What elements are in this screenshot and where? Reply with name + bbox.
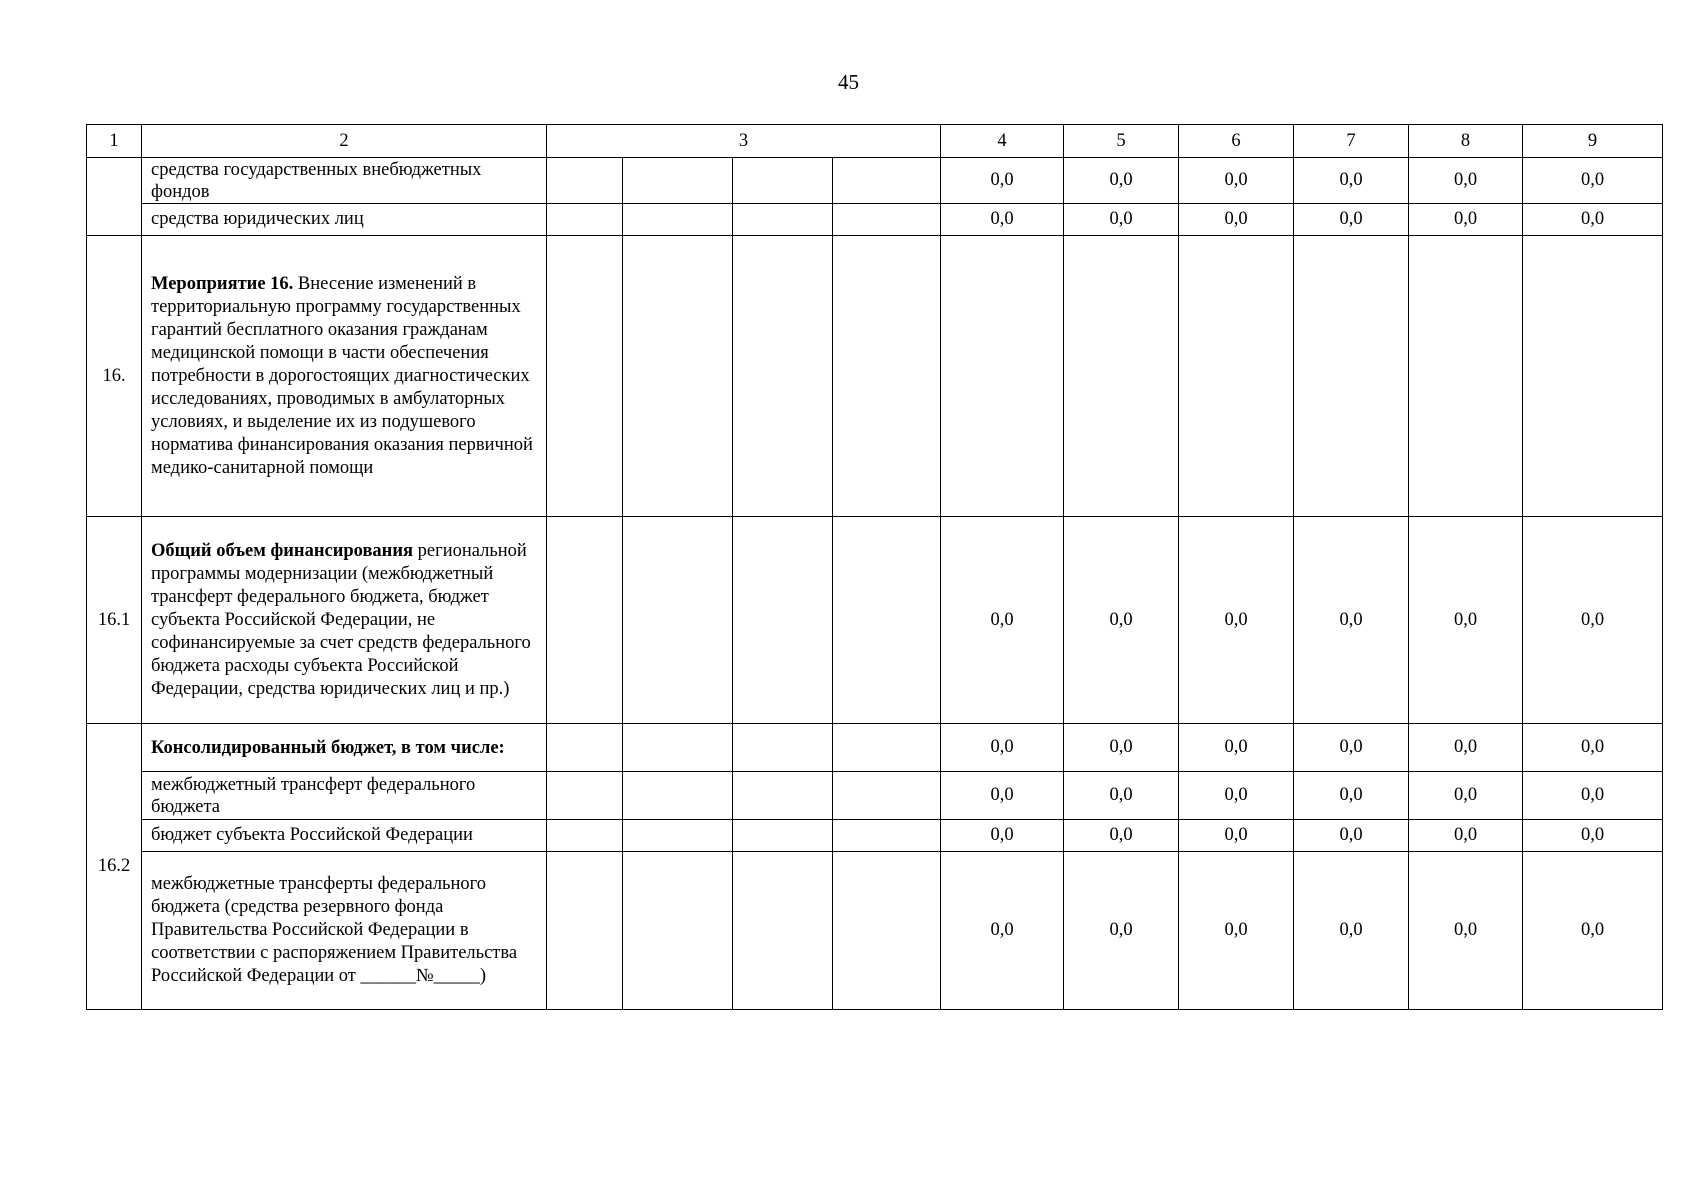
value-cell: 0,0	[1294, 204, 1409, 236]
header-cell: 8	[1409, 125, 1523, 158]
value-cell: 0,0	[1294, 852, 1409, 1010]
value-cell: 0,0	[941, 724, 1064, 772]
empty-cell	[623, 204, 733, 236]
value-cell: 0,0	[1409, 852, 1523, 1010]
value-cell: 0,0	[941, 517, 1064, 724]
empty-cell	[833, 772, 941, 820]
value-cell: 0,0	[1409, 517, 1523, 724]
row-description: средства юридических лиц	[142, 204, 547, 236]
row-description: средства государственных внебюджетных фондов	[142, 158, 547, 204]
header-cell: 4	[941, 125, 1064, 158]
value-cell: 0,0	[1523, 158, 1663, 204]
header-cell: 7	[1294, 125, 1409, 158]
empty-cell	[547, 517, 623, 724]
empty-cell	[833, 724, 941, 772]
value-cell: 0,0	[941, 772, 1064, 820]
empty-cell	[623, 236, 733, 517]
header-cell: 2	[142, 125, 547, 158]
header-cell: 6	[1179, 125, 1294, 158]
header-cell: 1	[87, 125, 142, 158]
value-cell: 0,0	[1179, 724, 1294, 772]
row-description: межбюджетные трансферты федерального бюджета (средства резервного фонда Правительства Российской Федерации в соответствии с распоряжением Правительства Российской Федерации от ______№_____)	[142, 852, 547, 1010]
empty-cell	[733, 236, 833, 517]
value-cell: 0,0	[1294, 772, 1409, 820]
page-number: 45	[838, 70, 859, 94]
row-number: 16.	[87, 236, 142, 517]
value-cell: 0,0	[1409, 772, 1523, 820]
value-cell: 0,0	[1523, 820, 1663, 852]
value-cell: 0,0	[941, 852, 1064, 1010]
empty-cell	[547, 820, 623, 852]
table-row	[87, 724, 1663, 772]
empty-cell	[623, 724, 733, 772]
value-cell: 0,0	[1179, 852, 1294, 1010]
value-cell: 0,0	[1523, 772, 1663, 820]
empty-cell	[623, 517, 733, 724]
row-description-text: Внесение изменений в территориальную программу государственных гарантий бесплатного оказания гражданам медицинской помощи в части обеспечения потребности в дорогостоящих диагностических исследованиях, проводимых в амбулаторных условиях, и выделение их из подушевого норматива финансирования оказания первичной медико-санитарной помощи	[151, 273, 533, 478]
table-row	[87, 158, 1663, 204]
empty-cell	[833, 236, 941, 517]
value-cell: 0,0	[1523, 204, 1663, 236]
table-row	[87, 204, 1663, 236]
empty-cell	[547, 852, 623, 1010]
value-cell: 0,0	[1179, 517, 1294, 724]
value-cell: 0,0	[1409, 204, 1523, 236]
value-cell: 0,0	[1294, 517, 1409, 724]
table-row	[87, 517, 1663, 724]
empty-cell	[547, 236, 623, 517]
empty-cell	[733, 772, 833, 820]
value-cell: 0,0	[1064, 204, 1179, 236]
empty-cell	[733, 820, 833, 852]
value-cell: 0,0	[1179, 820, 1294, 852]
value-cell: 0,0	[1064, 517, 1179, 724]
row-number-cell	[87, 158, 142, 236]
value-cell: 0,0	[1179, 158, 1294, 204]
row-description	[142, 236, 547, 517]
table-row	[87, 820, 1663, 852]
row-description: бюджет субъекта Российской Федерации	[142, 820, 547, 852]
value-cell: 0,0	[1409, 724, 1523, 772]
empty-cell	[833, 852, 941, 1010]
value-cell: 0,0	[1064, 158, 1179, 204]
budget-table	[86, 124, 1663, 1010]
value-cell: 0,0	[941, 204, 1064, 236]
empty-cell	[547, 724, 623, 772]
row-description: межбюджетный трансферт федерального бюджета	[142, 772, 547, 820]
row-number: 16.1	[87, 517, 142, 724]
header-row	[87, 125, 1663, 158]
empty-cell	[1294, 236, 1409, 517]
empty-cell	[733, 158, 833, 204]
empty-cell	[941, 236, 1064, 517]
empty-cell	[833, 820, 941, 852]
row-heading: Общий объем финансирования	[151, 540, 414, 561]
row-heading: Мероприятие 16.	[151, 273, 294, 294]
table-row	[87, 852, 1663, 1010]
value-cell: 0,0	[1064, 820, 1179, 852]
row-number: 16.2	[87, 724, 142, 1010]
value-cell: 0,0	[941, 820, 1064, 852]
empty-cell	[623, 158, 733, 204]
value-cell: 0,0	[1409, 158, 1523, 204]
empty-cell	[733, 517, 833, 724]
header-cell: 3	[547, 125, 941, 158]
empty-cell	[733, 852, 833, 1010]
value-cell: 0,0	[1179, 772, 1294, 820]
empty-cell	[547, 772, 623, 820]
row-heading: Консолидированный бюджет, в том числе:	[142, 724, 547, 772]
empty-cell	[623, 820, 733, 852]
table-row	[87, 236, 1663, 517]
empty-cell	[1064, 236, 1179, 517]
row-description-text: региональной программы модернизации (межбюджетный трансферт федерального бюджета, бюджет субъекта Российской Федерации, не софинансируемые за счет средств федерального бюджета расходы субъекта Российской Федерации, средства юридических лиц и пр.)	[151, 540, 531, 699]
value-cell: 0,0	[1064, 772, 1179, 820]
value-cell: 0,0	[1064, 724, 1179, 772]
header-cell: 9	[1523, 125, 1663, 158]
empty-cell	[1523, 236, 1663, 517]
empty-cell	[833, 517, 941, 724]
value-cell: 0,0	[1294, 158, 1409, 204]
empty-cell	[733, 724, 833, 772]
empty-cell	[1179, 236, 1294, 517]
empty-cell	[547, 204, 623, 236]
empty-cell	[1409, 236, 1523, 517]
table-row	[87, 772, 1663, 820]
value-cell: 0,0	[1294, 724, 1409, 772]
empty-cell	[733, 204, 833, 236]
value-cell: 0,0	[1523, 517, 1663, 724]
empty-cell	[623, 772, 733, 820]
value-cell: 0,0	[1064, 852, 1179, 1010]
value-cell: 0,0	[1294, 820, 1409, 852]
header-cell: 5	[1064, 125, 1179, 158]
empty-cell	[833, 158, 941, 204]
empty-cell	[833, 204, 941, 236]
row-description	[142, 517, 547, 724]
value-cell: 0,0	[1409, 820, 1523, 852]
value-cell: 0,0	[1523, 724, 1663, 772]
empty-cell	[547, 158, 623, 204]
value-cell: 0,0	[1523, 852, 1663, 1010]
empty-cell	[623, 852, 733, 1010]
value-cell: 0,0	[1179, 204, 1294, 236]
value-cell: 0,0	[941, 158, 1064, 204]
